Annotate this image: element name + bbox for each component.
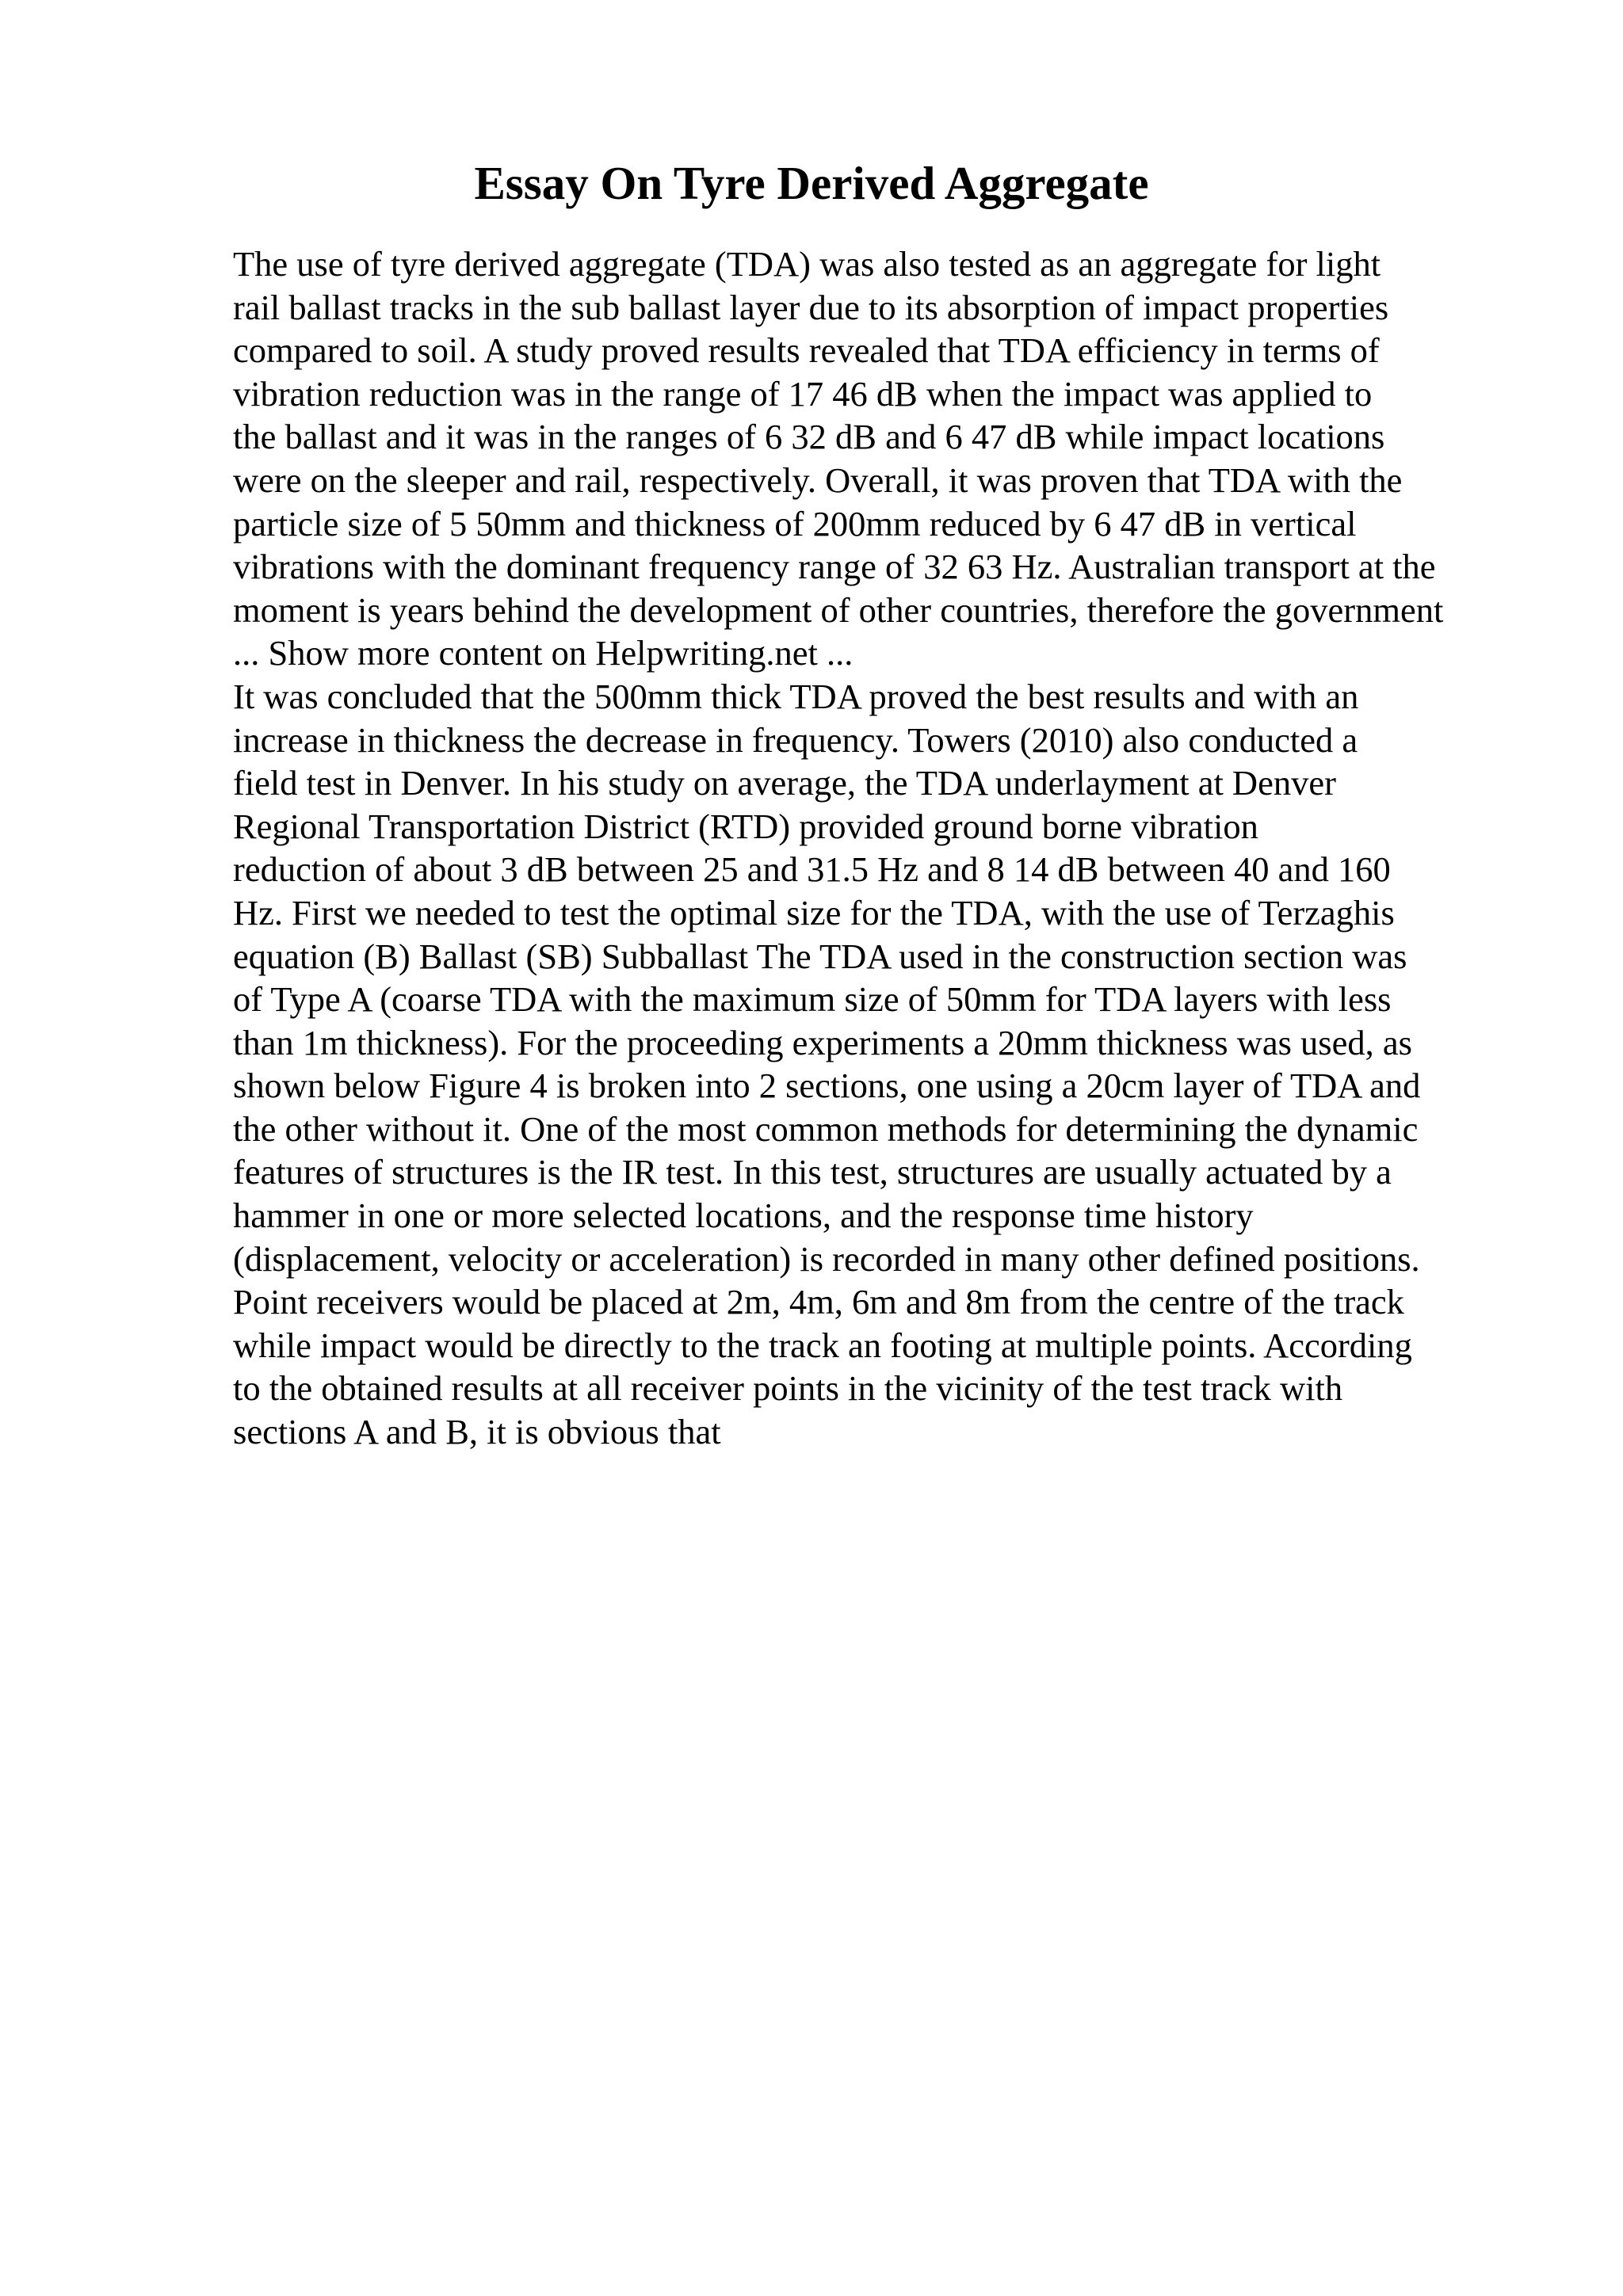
text-line: vibration reduction was in the range of 17 46 dB when the impact was applied to [233, 373, 1373, 414]
essay-body [233, 242, 1612, 1454]
text-line: increase in thickness the decrease in frequency. Towers (2010) also conducted a [233, 719, 1358, 760]
text-line: the ballast and it was in the ranges of 6 32 dB and 6 47 dB while impact locations [233, 417, 1385, 457]
text-line: particle size of 5 50mm and thickness of 200mm reduced by 6 47 dB in vertical [233, 503, 1357, 543]
text-line: of Type A (coarse TDA with the maximum size of 50mm for TDA layers with less [233, 979, 1392, 1020]
text-line: vibrations with the dominant frequency range of 32 63 Hz. Australian transport at the [233, 547, 1436, 587]
text-line: equation (B) Ballast (SB) Subballast The TDA used in the construction section was [233, 936, 1407, 976]
page-title: Essay On Tyre Derived Aggregate [474, 157, 1149, 209]
text-line: shown below Figure 4 is broken into 2 sections, one using a 20cm layer of TDA and [233, 1066, 1421, 1106]
text-line: Regional Transportation District (RTD) provided ground borne vibration [233, 806, 1258, 846]
text-line: the other without it. One of the most common methods for determining the dynamic [233, 1108, 1419, 1149]
text-line: sections A and B, it is obvious that [233, 1412, 721, 1452]
text-line: (displacement, velocity or acceleration) is recorded in many other defined positions. [233, 1238, 1420, 1279]
show-more-link[interactable]: ... Show more content on Helpwriting.net ... [233, 633, 854, 673]
text-line: were on the sleeper and rail, respectively. Overall, it was proven that TDA with the [233, 460, 1403, 500]
text-line: rail ballast tracks in the sub ballast layer due to its absorption of impact properties [233, 287, 1389, 327]
text-line: moment is years behind the development of other countries, therefore the government [233, 589, 1444, 630]
text-line: Point receivers would be placed at 2m, 4m, 6m and 8m from the centre of the track [233, 1282, 1404, 1322]
text-line: hammer in one or more selected locations, and the response time history [233, 1196, 1254, 1236]
text-line: Hz. First we needed to test the optimal size for the TDA, with the use of Terzaghis [233, 892, 1395, 933]
text-line: compared to soil. A study proved results revealed that TDA efficiency in terms of [233, 330, 1380, 371]
text-line: features of structures is the IR test. In this test, structures are usually actuated by a [233, 1152, 1392, 1192]
text-line: The use of tyre derived aggregate (TDA) was also tested as an aggregate for light [233, 244, 1381, 284]
text-line: reduction of about 3 dB between 25 and 31.5 Hz and 8 14 dB between 40 and 160 [233, 849, 1391, 890]
text-line: while impact would be directly to the track an footing at multiple points. According [233, 1325, 1412, 1365]
text-line: It was concluded that the 500mm thick TDA proved the best results and with an [233, 676, 1359, 716]
text-line: than 1m thickness). For the proceeding experiments a 20mm thickness was used, as [233, 1022, 1412, 1062]
text-line: to the obtained results at all receiver points in the vicinity of the test track with [233, 1368, 1343, 1409]
text-line: field test in Denver. In his study on average, the TDA underlayment at Denver [233, 763, 1336, 803]
